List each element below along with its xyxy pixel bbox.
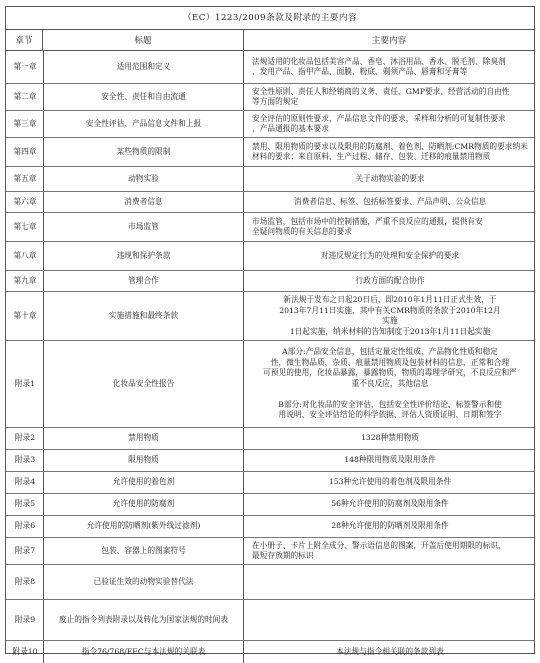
chapter-cell: 第六章 (6, 192, 44, 212)
table-row (6, 600, 534, 641)
title-cell: 实施措施和最终条款 (44, 292, 244, 340)
chapter-cell: 附录6 (6, 516, 44, 537)
chapter-cell: 第四章 (6, 138, 44, 166)
title-cell: 管理合作 (44, 271, 244, 291)
chapter-cell: 第七章 (6, 213, 44, 241)
chapter-cell: 附录3 (6, 450, 44, 471)
chapter-cell: 附录10 (6, 641, 44, 663)
table-row (6, 565, 534, 600)
table-row (6, 242, 534, 271)
header-chapter: 章节 (6, 30, 43, 50)
title-cell: 某些物质的限制 (44, 138, 244, 166)
table-title: （EC）1223/2009条款及附录的主要内容 (6, 7, 534, 30)
title-cell: 限用物质 (44, 450, 244, 471)
content-cell: 本法规与指令相关联的条款列表 (336, 646, 444, 656)
chapter-cell: 附录5 (6, 494, 44, 515)
chapter-cell: 第八章 (6, 242, 44, 270)
table-row (6, 138, 534, 167)
title-cell: 安全性、责任和自由流通 (44, 84, 244, 110)
table-row (6, 167, 534, 192)
table-row (6, 292, 534, 341)
chapter-cell: 附录9 (6, 600, 44, 640)
chapter-cell: 第五章 (6, 167, 44, 191)
content-cell: 关于动物实验的要求 (355, 173, 425, 183)
chapter-cell: 第三章 (6, 111, 44, 137)
table-row (6, 213, 534, 242)
content-cell: 56种允许使用的防腐剂及限用条件 (331, 499, 449, 509)
content-cell: 行政方面的配合协作 (355, 275, 425, 285)
table-row (6, 538, 534, 565)
title-cell: 适用范围和定义 (44, 51, 244, 83)
content-cell: 1328种禁用物质 (360, 433, 419, 443)
title-cell: 允许使用的防晒剂(紫外线过滤剂) (44, 516, 244, 537)
content-cell: 市场监管，包括市场中的控制措施，严重不良反应的通报，提供有安 全疑问物质的有关信息的要求 (252, 216, 483, 236)
content-cell: 消费者信息、标签、包括标签要求、产品声明、公众信息 (293, 196, 487, 206)
title-cell: 违规和保护条款 (44, 242, 244, 270)
table-header (6, 30, 534, 51)
title-cell: 已验证生效的动物实验替代法 (44, 565, 244, 599)
title-cell: 允许使用的防腐剂 (44, 494, 244, 515)
content-cell: 安全评估的原则性要求，产品信息文件的要求，采样和分析的可复制性要求 ，产品通报的基本要求 (252, 113, 506, 133)
chapter-cell: 附录8 (6, 565, 44, 599)
table-row (6, 192, 534, 213)
title-cell: 包装、容器上的图案符号 (44, 538, 244, 564)
content-cell: 法规适用的化妆品包括美容产品、香皂、沐浴用品、香水、脱毛剂、除臭剂 、发用产品、指甲产品、面膜、粉底、剃须产品、唇膏和牙膏等 (252, 56, 506, 76)
title-cell: 禁用物质 (44, 428, 244, 449)
chapter-cell: 第九章 (6, 271, 44, 291)
chapter-cell: 附录1 (6, 341, 44, 427)
table-row (6, 271, 534, 292)
chapter-cell: 第一章 (6, 51, 44, 83)
table-row (6, 84, 534, 111)
title-cell: 化妆品安全性报告 (44, 341, 244, 427)
chapter-cell: 第二章 (6, 84, 44, 110)
chapter-cell: 附录2 (6, 428, 44, 449)
content-cell: A部分:产品安全信息，包括定量定性组成，产品物化性质和稳定 性，微生物品质，杂质、痕量禁用物质及包装材料的信息，正常和合理 可预见的使用，化妆品暴露，暴露物质，物质的毒理学研究，不良反应和严 重不良反应，其他信息 B部分:对化妆品的安全评估，包括安全性评价结论、标签警示和使 用说明、安全评估结论的科学依据、评估人资质证明、日期和签字 (263, 347, 517, 420)
header-content: 主要内容 (371, 36, 407, 46)
title-cell: 指令76/768/EEC与本法规的关联表 (44, 641, 244, 663)
title-cell: 动物实验 (44, 167, 244, 191)
table-row (6, 111, 534, 138)
table-row (6, 472, 534, 494)
content-cell: 153种允许使用的着色剂及限用条件 (328, 477, 452, 487)
header-title: 标题 (43, 30, 244, 50)
title-cell: 废止的指令列表附录以及转化为国家法规的时间表 (44, 600, 244, 640)
chapter-cell: 附录4 (6, 472, 44, 493)
regulation-table (5, 6, 535, 654)
table-row (6, 516, 534, 538)
table-row (6, 428, 534, 450)
title-cell: 市场监管 (44, 213, 244, 241)
content-cell: 148种限用物质及限用条件 (344, 455, 436, 465)
chapter-cell: 第十章 (6, 292, 44, 340)
table-row (6, 494, 534, 516)
content-cell: 28种允许使用的防晒剂及限用条件 (331, 521, 449, 531)
content-cell: 对违反规定行为的处理和安全保护的要求 (320, 250, 460, 260)
title-cell: 消费者信息 (44, 192, 244, 212)
content-cell: 安全性原则、责任人和经销商的义务、责任、GMP要求、经营活动的自由性 等方面的规定 (252, 86, 510, 106)
content-cell: 禁用、限用物质的要求以及限用的防腐剂、着色剂、防晒剂;CMR物质的要求纳米 材料的要求；来自原料、生产过程、储存、包装、迁移的痕量禁用物质 (252, 141, 528, 161)
content-cell: 在小册子、卡片上附全成分、警示语信息的图案，开盖后使用期限的标识， 最短存放期的标识 (252, 540, 506, 560)
content-cell: 新法规于发布之日起20日后，即2010年1月11日正式生效，于 2013年7月11日实施，其中有关CMR物质的条款于2010年12月 实施 1日起实施，纳米材料的告知制度于2013年1月11日起实施 (279, 295, 501, 336)
table-row (6, 450, 534, 472)
chapter-cell: 附录7 (6, 538, 44, 564)
table-row (6, 341, 534, 428)
title-cell: 安全性评估、产品信息文件和上报 (44, 111, 244, 137)
table-row (6, 51, 534, 84)
title-cell: 允许使用的着色剂 (44, 472, 244, 493)
